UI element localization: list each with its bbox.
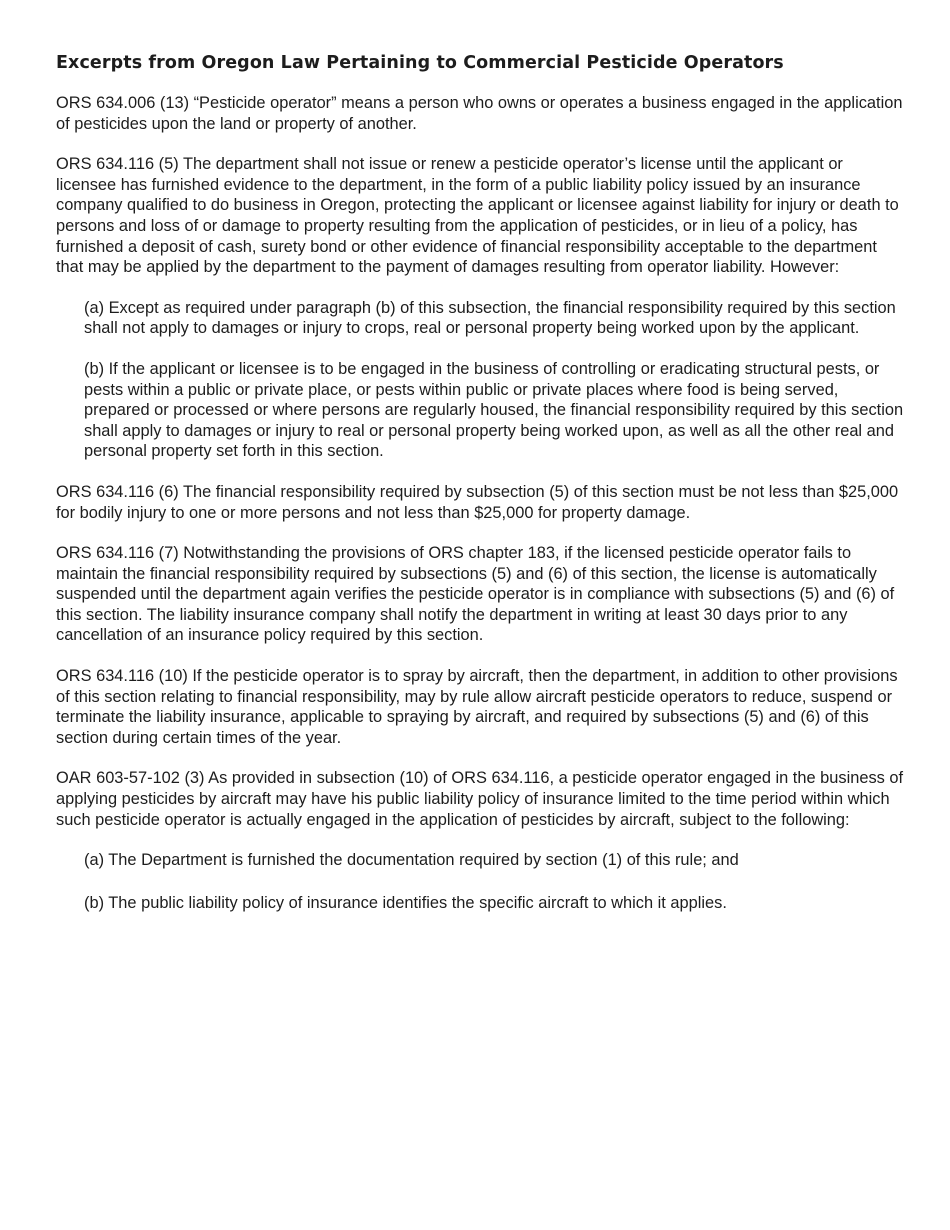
subparagraph-5b: (b) If the applicant or licensee is to be engaged in the business of controlling or eradicating structural pests, or pests within a public or private place, or pests within public or private places where food is being served, prepared or processed or where persons are regularly housed, the financial responsibility required by this section shall apply to damages or injury to real or personal property being worked upon, as well as all the other real and personal property set forth in this section.	[84, 359, 904, 461]
document-page	[56, 52, 904, 933]
subparagraph-3b: (b) The public liability policy of insurance identifies the specific aircraft to which it applies.	[84, 893, 727, 912]
paragraph-ors-634-116-5: ORS 634.116 (5) The department shall not issue or renew a pesticide operator’s license until the applicant or licensee has furnished evidence to the department, in the form of a public liability policy issued by an insurance company qualified to do business in Oregon, protecting the applicant or licensee against liability for injury or death to persons and loss of or damage to property resulting from the application of pesticides, or in lieu of a policy, has furnished a deposit of cash, surety bond or other evidence of financial responsibility acceptable to the department that may be applied by the department to the payment of damages resulting from operator liability. However:	[56, 155, 899, 277]
paragraph-ors-634-116-6: ORS 634.116 (6) The financial responsibility required by subsection (5) of this section must be not less than $25,000 for bodily injury to one or more persons and not less than $25,000 for property damage.	[56, 482, 899, 522]
paragraph-oar-603-57-102-3: OAR 603-57-102 (3) As provided in subsection (10) of ORS 634.116, a pesticide operator engaged in the business of applying pesticides by aircraft may have his public liability policy of insurance limited to the time period within which such pesticide operator is actually engaged in the application of pesticides by aircraft, subject to the following:	[56, 769, 904, 829]
subparagraph-3a: (a) The Department is furnished the documentation required by section (1) of this rule; and	[84, 851, 739, 870]
page-title: Excerpts from Oregon Law Pertaining to Commercial Pesticide Operators	[56, 53, 784, 73]
paragraph-ors-634-006-13: ORS 634.006 (13) “Pesticide operator” means a person who owns or operates a business engaged in the application of pesticides upon the land or property of another.	[56, 94, 903, 133]
paragraph-ors-634-116-10: ORS 634.116 (10) If the pesticide operator is to spray by aircraft, then the department, in addition to other provisions of this section relating to financial responsibility, may by rule allow aircraft pesticide operators to reduce, suspend or terminate the liability insurance, applicable to spraying by aircraft, and required by subsections (5) and (6) of this section during certain times of the year.	[56, 667, 898, 747]
subparagraph-5a: (a) Except as required under paragraph (b) of this subsection, the financial responsibility required by this section shall not apply to damages or injury to crops, real or personal property being worked upon by the applicant.	[84, 298, 896, 338]
paragraph-ors-634-116-7: ORS 634.116 (7) Notwithstanding the provisions of ORS chapter 183, if the licensed pesticide operator fails to maintain the financial responsibility required by subsections (5) and (6) of this section, the license is automatically suspended until the department again verifies the pesticide operator is in compliance with subsections (5) and (6) of this section. The liability insurance company shall notify the department in writing at least 30 days prior to any cancellation of an insurance policy required by this section.	[56, 544, 895, 645]
